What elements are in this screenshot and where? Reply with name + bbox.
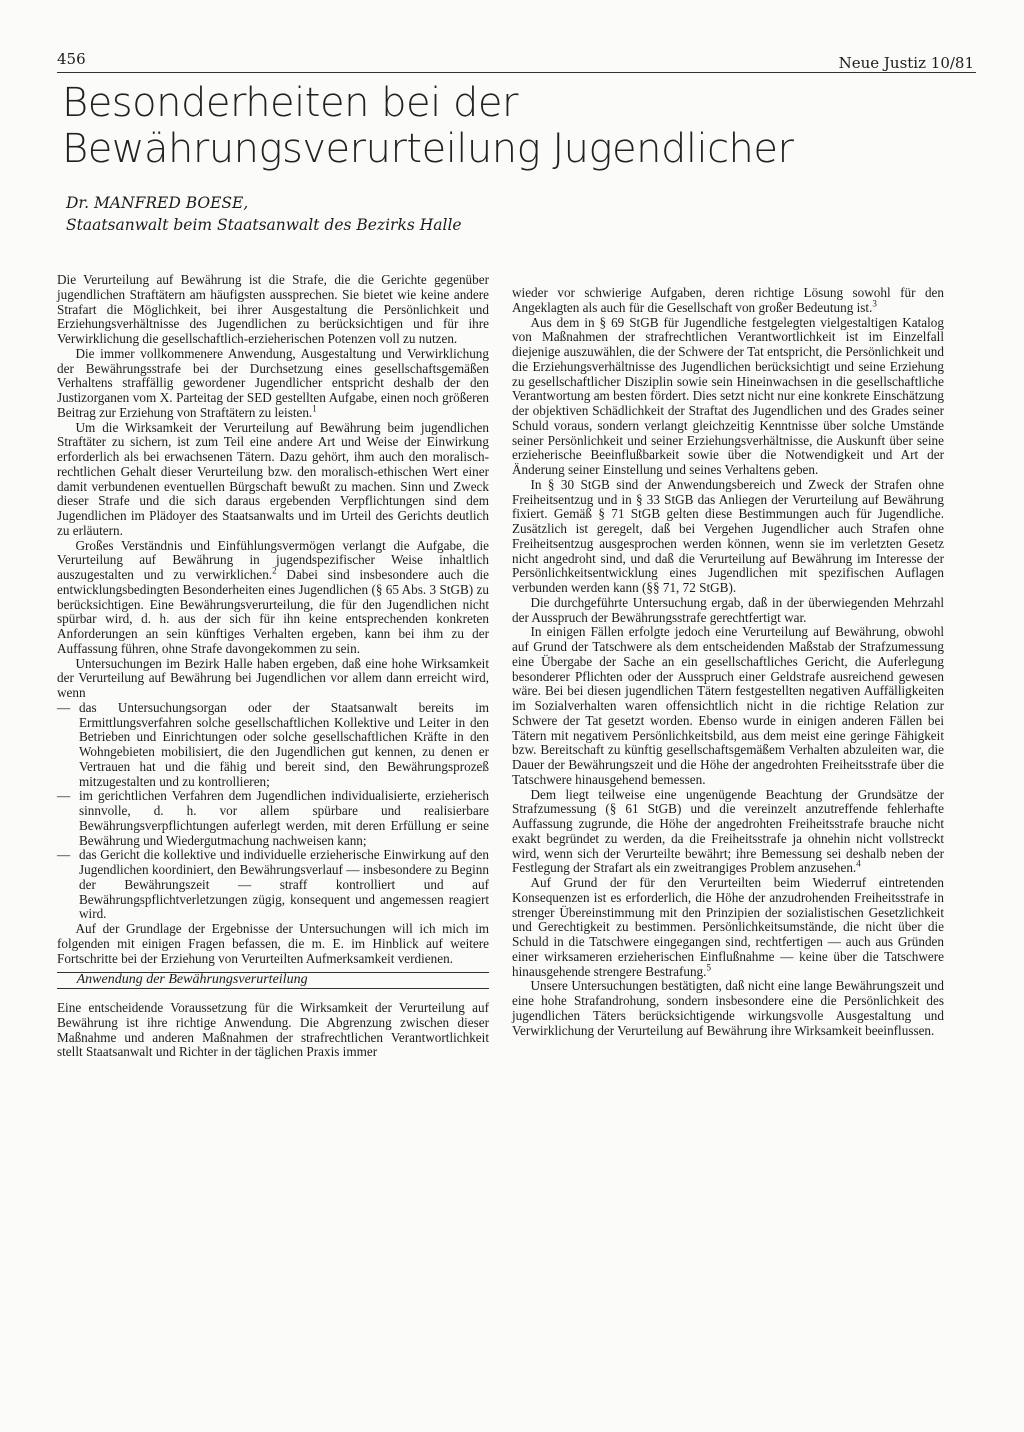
paragraph: In § 30 StGB sind der Anwendungsbereich und Zweck der Strafen ohne Freiheitsentzug und in § 33 StGB das Anliegen der Verurteilung auf Bewährung fixiert. Gemäß § 71 StGB gelten diese Bestimmungen auch für Jugendliche. Zusätzlich ist geregelt, daß bei Vergehen Jugendlicher auch Strafen ohne Freiheitsentzug ausgesprochen werden können, wenn sie im verletzten Gesetz nicht angedroht sind, und daß die Verurteilung auf Bewährung im Interesse der Persönlichkeitsentwicklung eines Jugendlichen mit spezifischen Auflagen verbunden werden kann (§§ 71, 72 StGB).: [512, 476, 944, 595]
paragraph: Aus dem in § 69 StGB für Jugendliche festgelegten vielgestaltigen Katalog von Maßnahmen der strafrechtlichen Verantwortlichkeit ist im Einzelfall diejenige auszuwählen, die der Schwere der Tat entspricht, die Persönlichkeit und die Erziehungsverhältnisse des Jugendlichen berücksichtigt und seine Erziehung zu gesellschaftlicher Disziplin sowie sein Hineinwachsen in die gesellschaftliche Verantwortung am besten fördert. Dies setzt nicht nur eine konkrete Einschätzung der objektiven Schädlichkeit der Straftat des Jugendlichen und des Grades seiner Schuld voraus, sondern verlangt gleichzeitig Kenntnisse über solche Umstände seiner Persönlichkeit und seiner Erziehungsverhältnisse, die Auskunft über seine erzieherische Beeinflußbarkeit sowie über die Notwendigkeit und Art der Änderung seiner Einstellung und seines Verhaltens geben.: [512, 314, 944, 477]
paragraph: wieder vor schwierige Aufgaben, deren richtige Lösung sowohl für den Angeklagten als auch für die Gesellschaft von großer Bedeutung ist.$^3$: [512, 285, 944, 315]
footnote-ref: 2: [272, 565, 277, 576]
journal-issue: Neue Justiz 10/81: [838, 54, 974, 72]
paragraph: Die Verurteilung auf Bewährung ist die Strafe, die die Gerichte gegenüber jugendlichen Straftätern am häufigsten aussprechen. Sie bietet wie keine andere Strafart die Möglichkeit, bei ihrer Ausgestaltung die Persönlichkeit und Erziehungsverhältnisse des Jugendlichen zu berücksichtigen und für ihre Verwirklichung die gesellschaftlich-erzieherischen Potenzen voll zu nutzen.: [57, 272, 489, 346]
footnote-ref: 4: [856, 858, 861, 869]
list-item: — das Untersuchungsorgan oder der Staatsanwalt bereits im Ermittlungsverfahren solche gesellschaftlichen Kollektive und Leiter in den Betrieben und Einrichtungen oder solche gesellschaftlichen Kräfte in den Wohngebieten mobilisiert, die den Jugendlichen gut kennen, zu denen er Vertrauen hat und die fähig und bereit sind, den Bewährungsprozeß mitzugestalten und zu kontrollieren;: [57, 701, 489, 790]
article-title: Besonderheiten bei der Bewährungsverurteilung Jugendlicher: [62, 80, 794, 172]
paragraph: Großes Verständnis und Einfühlungsvermögen verlangt die Aufgabe, die Verurteilung auf Bewährung in jugendspezifischer Weise inhaltlich auszugestalten und zu verwirklichen.$^2$ Dabei sind insbesondere auch die entwicklungsbedingten Besonderheiten eines Jugendlichen (§ 65 Abs. 3 StGB) zu berücksichtigen. Eine Bewährungsverurteilung, die für den Jugendlichen nicht spürbar wird, d. h. aus der sich für ihn keine entsprechenden konkreten Anforderungen an sein künftiges Verhalten ergeben, kann bei ihm zu der Auffassung führen, ohne Strafe davongekommen zu sein.: [57, 537, 490, 656]
left-column: [57, 273, 489, 1060]
paragraph: In einigen Fällen erfolgte jedoch eine Verurteilung auf Bewährung, obwohl auf Grund der Tatschwere als dem entscheidenden Maßstab der Strafzumessung eine Übergabe der Sache an ein gesellschaftliches Gericht, die Auferlegung besonderer Pflichten oder der Ausspruch einer Geldstrafe ausreichend gewesen wäre. Bei bei diesen jugendlichen Tätern festgestellten negativen Auffälligkeiten im Sozialverhalten waren offensichtlich nicht in die richtige Relation zur Schwere der Tat gesetzt worden. Ebenso wurde in einigen anderen Fällen bei Tätern mit negativem Persönlichkeitsbild, aus dem meist eine geringe Fähigkeit bzw. Bereitschaft zu künftig gesellschaftsgemäßem Verhalten abzuleiten war, die Dauer der Bewährungszeit und die Höhe der angedrohten Freiheitsstrafe über die Tatschwere hinausgehend bemessen.: [512, 624, 944, 787]
author-name: Dr. MANFRED BOESE,: [66, 194, 249, 212]
paragraph: Um die Wirksamkeit der Verurteilung auf Bewährung beim jugendlichen Straftäter zu sichern, ist zum Teil eine andere Art und Weise der Einwirkung erforderlich als bei erwachsenen Tätern. Dazu gehört, ihm auch den moralisch-rechtlichen Gehalt dieser Verurteilung bzw. den moralisch-ethischen Wert einer damit verbundenen eventuellen Bürgschaft bewußt zu machen. Sinn und Zweck dieser Strafe und die sich daraus ergebenden Verpflichtungen sind dem Jugendlichen im Plädoyer des Staatsanwalts und im Urteil des Gerichts deutlich zu erläutern.: [57, 419, 489, 538]
condition-list: [57, 701, 489, 922]
paragraph: Untersuchungen im Bezirk Halle haben ergeben, daß eine hohe Wirksamkeit der Verurteilung auf Bewährung bei Jugendlichen vor allem dann erreicht wird, wenn: [57, 655, 489, 700]
paragraph: Unsere Untersuchungen bestätigten, daß nicht eine lange Bewährungszeit und eine hohe Strafandrohung, sondern insbesondere eine die Persönlichkeit des jugendlichen Täters berücksichtigende wirkungsvolle Ausgestaltung und Verwirklichung der Verurteilung auf Bewährung ihre Wirksamkeit beeinflussen.: [512, 978, 944, 1038]
paragraph: Auf der Grundlage der Ergebnisse der Untersuchungen will ich mich im folgenden mit einigen Fragen befassen, die m. E. im Hinblick auf weitere Fortschritte bei der Erziehung von Verurteilten Aufmerksamkeit verdienen.: [57, 921, 489, 966]
paragraph: Die durchgeführte Untersuchung ergab, daß in der überwiegenden Mehrzahl der Ausspruch der Bewährungsstrafe gerechtfertigt war.: [512, 594, 944, 625]
right-column: [512, 286, 944, 1038]
footnote-ref: 1: [312, 403, 317, 414]
author-role: Staatsanwalt beim Staatsanwalt des Bezirks Halle: [66, 216, 462, 234]
section-heading: Anwendung der Bewährungsverurteilung: [76, 972, 308, 988]
footnote-ref: 3: [872, 298, 877, 309]
header-rule: [57, 72, 976, 73]
page-number: 456: [57, 50, 86, 68]
paragraph: Die immer vollkommenere Anwendung, Ausgestaltung und Verwirklichung der Bewährungsstrafe bei der Durchsetzung eines gesellschaftsgemäßen Verhaltens straffällig gewordener Jugendlicher entspricht deshalb der den Justizorganen vom X. Parteitag der SED gestellten Aufgabe, einen noch größeren Beitrag zur Erziehung von Straftätern zu leisten.$^1$: [57, 345, 489, 420]
paragraph: Dem liegt teilweise eine ungenügende Beachtung der Grundsätze der Strafzumessung (§ 61 StGB) und die vereinzelt anzutreffende fehlerhafte Auffassung zugrunde, die Höhe der angedrohten Freiheitsstrafe brauche nicht exakt begründet zu werden, da die Freiheitsstrafe ja ohnehin nicht vollstreckt wird, wenn sich der Verurteilte bewährt; ihre Bemessung sei deshalb neben der Festlegung der Strafart als ein zweitrangiges Problem anzusehen.$^4$: [512, 786, 944, 876]
section-rule-bottom: [57, 988, 489, 989]
paragraph: Eine entscheidende Voraussetzung für die Wirksamkeit der Verurteilung auf Bewährung ist ihre richtige Anwendung. Die Abgrenzung zwischen dieser Maßnahme und anderen Maßnahmen der strafrechtlichen Verantwortlichkeit stellt Staatsanwalt und Richter in der täglichen Praxis immer: [57, 1000, 489, 1060]
list-item: — das Gericht die kollektive und individuelle erzieherische Einwirkung auf den Jugendlichen koordiniert, den Bewährungsverlauf — insbesondere zu Beginn der Bewährungszeit — straff kontrolliert und auf Bewährungspflichtverletzungen zügig, konsequent und angemessen reagiert wird.: [57, 848, 489, 922]
list-item: — im gerichtlichen Verfahren dem Jugendlichen individualisierte, erzieherisch sinnvolle, d. h. vor allem spürbare und realisierbare Bewährungsverpflichtungen auferlegt werden, mit deren Erfüllung er seine Bewährung und Wiedergutmachung nachweisen kann;: [57, 789, 489, 848]
paragraph: Auf Grund der für den Verurteilten beim Wiederruf eintretenden Konsequenzen ist es erforderlich, die Höhe der anzudrohenden Freiheitsstrafe in strenger Übereinstimmung mit den Prinzipien der sozialistischen Gesetzlichkeit und Gerechtigkeit zu bestimmen. Persönlichkeitsumstände, die nicht über die Schuld in die Tatschwere eingegangen sind, rechtfertigen — auch aus Gründen einer wirksameren erzieherischen Einflußnahme — keine über die Tatschwere hinausgehende strengere Bestrafung.$^5$: [512, 875, 944, 979]
footnote-ref: 5: [706, 962, 711, 973]
